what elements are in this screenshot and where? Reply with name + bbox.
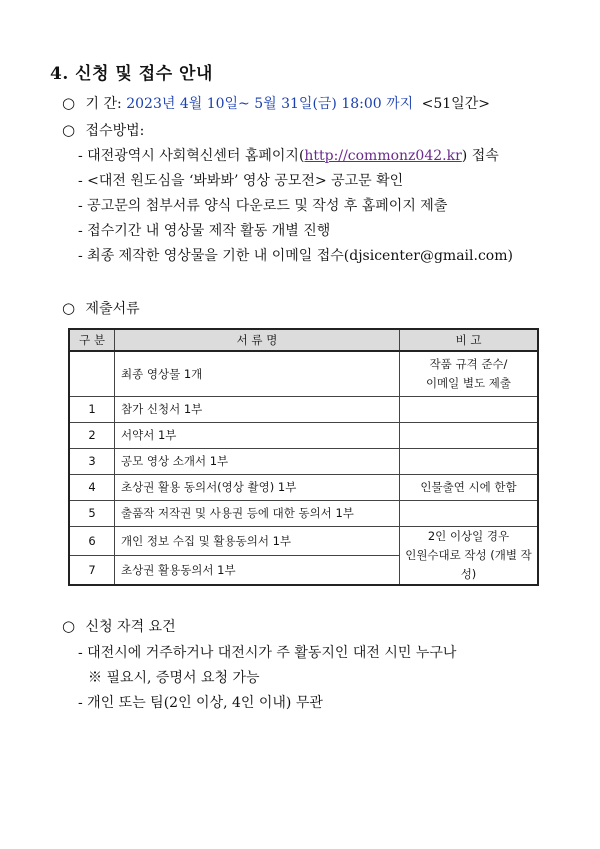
row-note <box>400 396 539 422</box>
table-row <box>69 422 538 448</box>
document-name: 초상권 활용 동의서(영상 촬영) 1부 <box>115 474 400 500</box>
documents-label: 제출서류 <box>85 301 140 317</box>
method-item: - <대전 원도심을 ‘봐봐봐’ 영상 공모전> 공고문 확인 <box>78 173 404 189</box>
document-name: 출품작 저작권 및 사용권 등에 대한 동의서 1부 <box>115 500 400 526</box>
table-row <box>69 448 538 474</box>
method-label: 접수방법: <box>85 123 145 139</box>
period-label: 기 간: <box>85 96 122 112</box>
document-name: 공모 영상 소개서 1부 <box>115 448 400 474</box>
eligibility-label: 신청 자격 요건 <box>85 619 176 635</box>
row-number: 2 <box>69 422 115 448</box>
row-note <box>400 500 539 526</box>
eligibility-heading <box>62 616 176 636</box>
eligibility-item: - 개인 또는 팀(2인 이상, 4인 이내) 무관 <box>78 695 323 711</box>
column-header-category: 구 분 <box>69 329 115 351</box>
method-heading <box>62 120 144 140</box>
eligibility-note: ※ 필요시, 증명서 요청 가능 <box>88 670 260 686</box>
row-note: 2인 이상일 경우 인원수대로 작성 (개별 작성) <box>400 526 539 585</box>
column-header-note: 비 고 <box>400 329 539 351</box>
row-number: 1 <box>69 396 115 422</box>
row-number: 7 <box>69 555 115 584</box>
row-note: 인물출연 시에 한함 <box>400 474 539 500</box>
section-heading: 4. 신청 및 접수 안내 <box>50 64 213 84</box>
document-name: 참가 신청서 1부 <box>115 396 400 422</box>
row-note: 작품 규격 준수/ 이메일 별도 제출 <box>400 351 539 396</box>
period-row <box>62 93 490 113</box>
method-item: - 최종 제작한 영상물을 기한 내 이메일 접수(djsicenter@gmail.com) <box>78 248 513 264</box>
circle-bullet-icon: ○ <box>62 121 76 139</box>
row-note <box>400 422 539 448</box>
table-row <box>69 351 538 396</box>
column-header-document: 서 류 명 <box>115 329 400 351</box>
circle-bullet-icon: ○ <box>62 617 76 635</box>
document-name: 개인 정보 수집 및 활용동의서 1부 <box>115 526 400 555</box>
circle-bullet-icon: ○ <box>62 299 76 317</box>
document-name: 초상권 활용동의서 1부 <box>115 555 400 584</box>
eligibility-item: - 대전시에 거주하거나 대전시가 주 활동지인 대전 시민 누구나 <box>78 645 457 661</box>
method-item: - 접수기간 내 영상물 제작 활동 개별 진행 <box>78 223 331 239</box>
row-number: 3 <box>69 448 115 474</box>
method-item: - 대전광역시 사회혁신센터 홈페이지(http://commonz042.kr) 접속 <box>78 148 499 164</box>
row-number <box>69 351 115 396</box>
row-number: 4 <box>69 474 115 500</box>
document-name: 최종 영상물 1개 <box>115 351 400 396</box>
period-duration: <51일간> <box>421 96 490 112</box>
period-value: 2023년 4월 10일~ 5월 31일(금) 18:00 까지 <box>126 96 414 112</box>
circle-bullet-icon: ○ <box>62 94 76 112</box>
table-row <box>69 526 538 555</box>
row-number: 6 <box>69 526 115 555</box>
method-item: - 공고문의 첨부서류 양식 다운로드 및 작성 후 홈페이지 제출 <box>78 198 448 214</box>
table-row <box>69 474 538 500</box>
document-name: 서약서 1부 <box>115 422 400 448</box>
row-number: 5 <box>69 500 115 526</box>
documents-heading <box>62 298 140 318</box>
table-row <box>69 500 538 526</box>
homepage-link[interactable]: http://commonz042.kr <box>304 148 462 164</box>
table-row <box>69 396 538 422</box>
documents-table <box>68 328 539 586</box>
row-note <box>400 448 539 474</box>
